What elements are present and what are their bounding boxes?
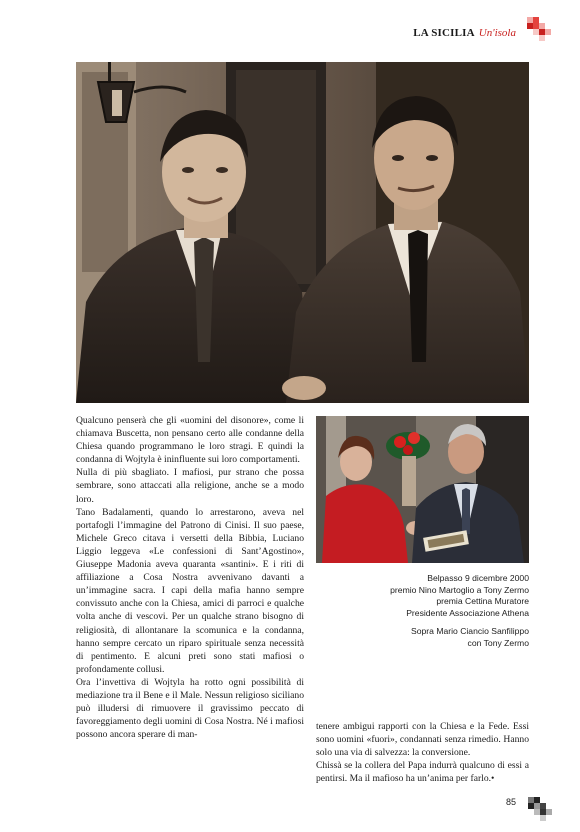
main-photo [76, 62, 529, 403]
paragraph: tenere ambigui rapporti con la Chiesa e la Fede. Essi sono uomini «fuori», condannati senza rimedio. Hanno solo una via di salvezza: la conversione. [316, 721, 529, 759]
caption-line: Belpasso 9 dicembre 2000 [427, 573, 529, 583]
caption-line: premia Cettina Muratore [436, 596, 529, 607]
article-column-left [76, 414, 304, 741]
article-column-right [316, 720, 529, 785]
page-number: 85 [505, 797, 516, 807]
main-photo-illustration [76, 62, 529, 403]
caption-line: con Tony Zermo [467, 637, 529, 648]
award-photo [316, 416, 529, 563]
paragraph: Nulla di più sbagliato. I mafiosi, pur strano che possa sembrare, sono attaccati alla religione, anche se a modo loro. [76, 467, 304, 505]
photo-caption [316, 573, 529, 650]
paragraph: Qualcuno penserà che gli «uomini del disonore», come li chiamava Buscetta, non pensano certo alle condanne della Chiesa quando programmano le loro stragi. E quindi la condanna di Wojtyla è ininfluente sui loro comportamenti. [76, 415, 304, 466]
footer-pixel-mark-icon [528, 797, 554, 823]
award-photo-illustration [316, 416, 529, 563]
paragraph: Tano Badalamenti, quando lo arrestarono, aveva nel portafogli l’immagine del Patrono di Cinisi. Il suo paese, Michele Greco citava i versetti della Bibbia, Luciano Liggio leggeva «Le confessioni di Sant’Agostino», Giuseppe Madonia aveva quaranta «santini». E i riti di affiliazione a Cosa Nostra avvenivano davanti a un’immagine sacra. I capi della mafia hanno sempre convissuto anche con la Chiesa, amici di parroci e qualche volta anche di vescovi. Per un qualche strano bisogno di religiosità, di allontanare la scomunica e la condanna, hanno sempre cercato un riparo spirituale senza necessità di pentimento. E alcuni preti sono stati mafiosi o profondamente collusi. [76, 506, 304, 675]
header-brand: LA SICILIA [413, 27, 475, 39]
header-tagline: Un'isola [478, 27, 516, 39]
caption-line: premio Nino Martoglio a Tony Zermo [390, 584, 529, 595]
paragraph: Chissà se la collera del Papa indurrà qualcuno di essi a pentirsi. Ma il mafioso ha un’anima per farlo.• [316, 760, 529, 785]
header-pixel-mark-icon [527, 17, 553, 43]
paragraph: Ora l’invettiva di Wojtyla ha rotto ogni possibilità di mediazione tra il Bene e il Male. Nessun religioso siciliano può illudersi di rimuovere il gravissimo peccato di favoreggiamento degli uomini di Cosa Nostra. Né i mafiosi possono ancora sperare di man- [76, 676, 304, 741]
running-header [413, 26, 516, 40]
caption-line: Presidente Associazione Athena [406, 607, 529, 618]
caption-line: Sopra Mario Ciancio Sanfilippo [411, 626, 529, 637]
